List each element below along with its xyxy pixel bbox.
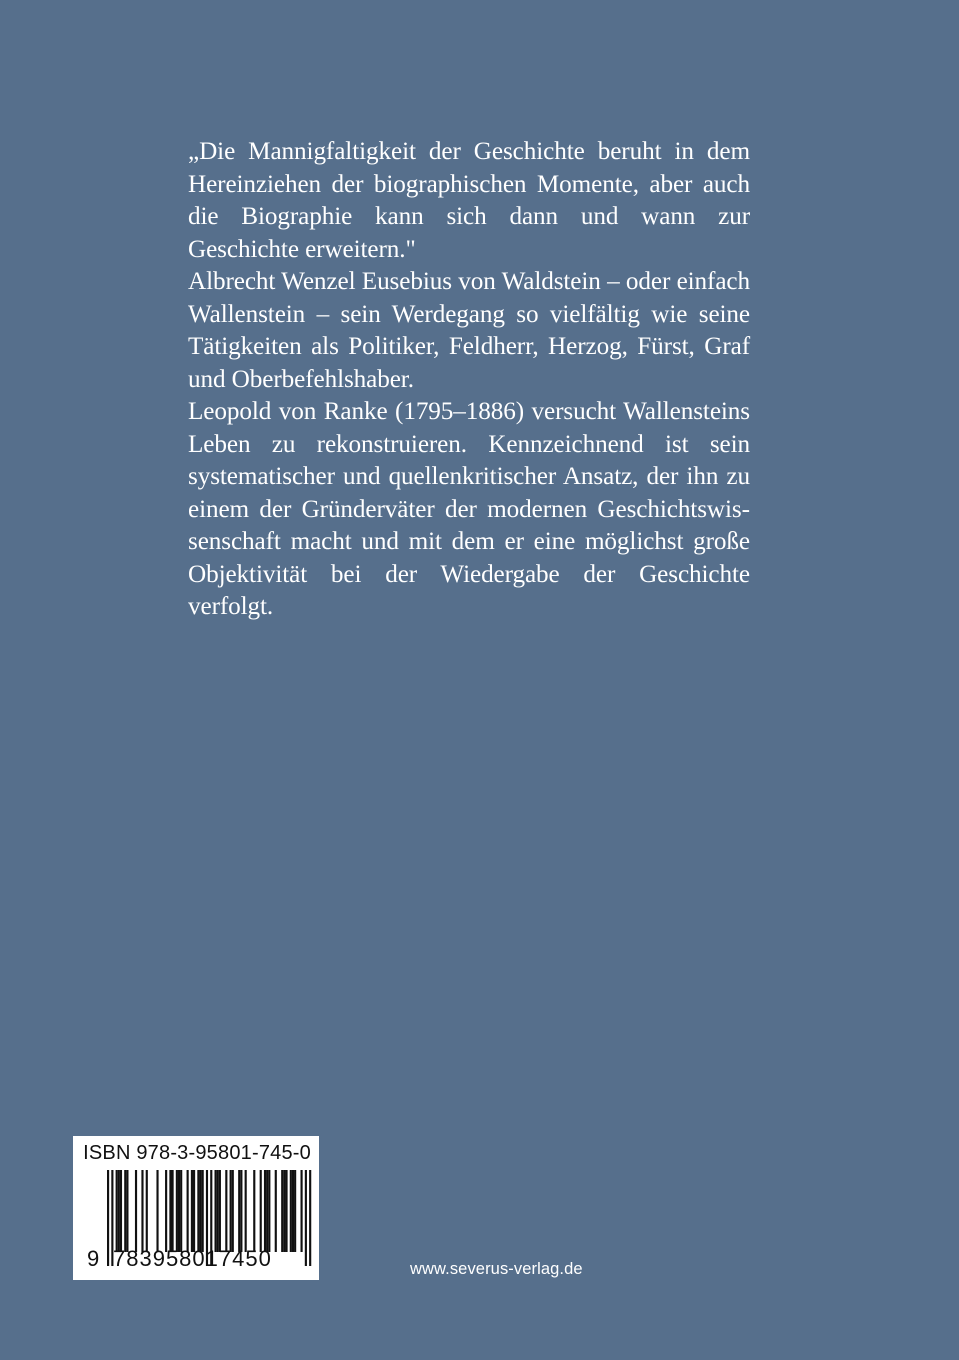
barcode-bar	[135, 1170, 137, 1252]
publisher-website[interactable]: www.severus-verlag.de	[410, 1260, 583, 1278]
back-cover-blurb	[188, 136, 750, 624]
barcode-bar	[245, 1170, 247, 1252]
barcode-bar	[264, 1170, 266, 1252]
barcode-bar	[180, 1170, 182, 1252]
barcode-bar	[283, 1170, 285, 1252]
barcode-bar	[292, 1170, 294, 1252]
barcode-bar	[176, 1170, 178, 1252]
barcode-bar	[107, 1170, 109, 1266]
barcode-bar	[172, 1170, 174, 1252]
barcode-bar	[191, 1170, 193, 1252]
barcode-bar	[120, 1170, 122, 1252]
barcode-bar	[285, 1170, 287, 1252]
barcode-bar	[116, 1170, 118, 1252]
barcode-bar	[240, 1170, 242, 1252]
barcode-bar	[146, 1170, 148, 1252]
barcode-bar	[178, 1170, 180, 1252]
blurb-ranke-paragraph: Leopold von Ranke (1795–1886) versucht Wallensteins Leben zu rekonstruieren. Kennzeichnend ist sein systematischer und quellenkritischer Ansatz, der ihn zu einem der Gründerväter der modernen Geschichtswissenschaft macht und mit dem er eine möglichst große Objektivität bei der Wiedergabe der Geschichte verfolgt.	[188, 398, 750, 620]
barcode-bar	[126, 1170, 128, 1252]
barcode-bar	[219, 1170, 221, 1252]
barcode-bar	[187, 1170, 189, 1252]
barcode-bar	[141, 1170, 143, 1252]
barcode-bar	[124, 1170, 126, 1252]
barcode-bar	[253, 1170, 255, 1252]
barcode-bar	[281, 1170, 283, 1252]
ean-remaining-digits: 783958017450	[113, 1246, 272, 1271]
barcode-bar	[275, 1170, 277, 1252]
barcode-bar	[232, 1170, 234, 1252]
barcode-bar	[266, 1170, 268, 1252]
ean-first-digit: 9	[87, 1246, 100, 1271]
barcode-bar	[165, 1170, 167, 1252]
barcode-bar	[268, 1170, 270, 1252]
barcode-bar	[169, 1170, 171, 1252]
barcode-bar	[230, 1170, 232, 1252]
barcode-bar	[260, 1170, 262, 1252]
barcode-bar	[215, 1170, 217, 1252]
barcode-bar	[118, 1170, 120, 1252]
barcode-bar	[197, 1170, 199, 1252]
barcode-bar	[199, 1170, 201, 1252]
barcode-bar	[238, 1170, 240, 1252]
barcode-bar	[156, 1170, 158, 1252]
barcode-bar	[290, 1170, 292, 1252]
barcode-bar	[294, 1170, 296, 1252]
barcode-bar	[193, 1170, 195, 1252]
isbn-barcode-box	[73, 1136, 319, 1280]
barcode-bar	[225, 1170, 227, 1252]
isbn-label: ISBN 978-3-95801-745-0	[83, 1142, 311, 1164]
barcode-bar	[202, 1170, 204, 1252]
barcode-bar	[301, 1170, 303, 1252]
blurb-quote-paragraph: „Die Mannigfaltigkeit der Geschichte beruht in dem Hereinziehen der biographischen Momente, aber auch die Biographie kann sich dann und wann zur Geschichte erweitern."	[188, 138, 750, 263]
barcode-bar	[217, 1170, 219, 1252]
blurb-wallenstein-paragraph: Albrecht Wenzel Eusebius von Waldstein – oder einfach Wallenstein – sein Werdegang so vielfältig wie seine Tätigkeiten als Politiker, Feldherr, Herzog, Fürst, Graf und Oberbefehlshaber.	[188, 268, 750, 393]
